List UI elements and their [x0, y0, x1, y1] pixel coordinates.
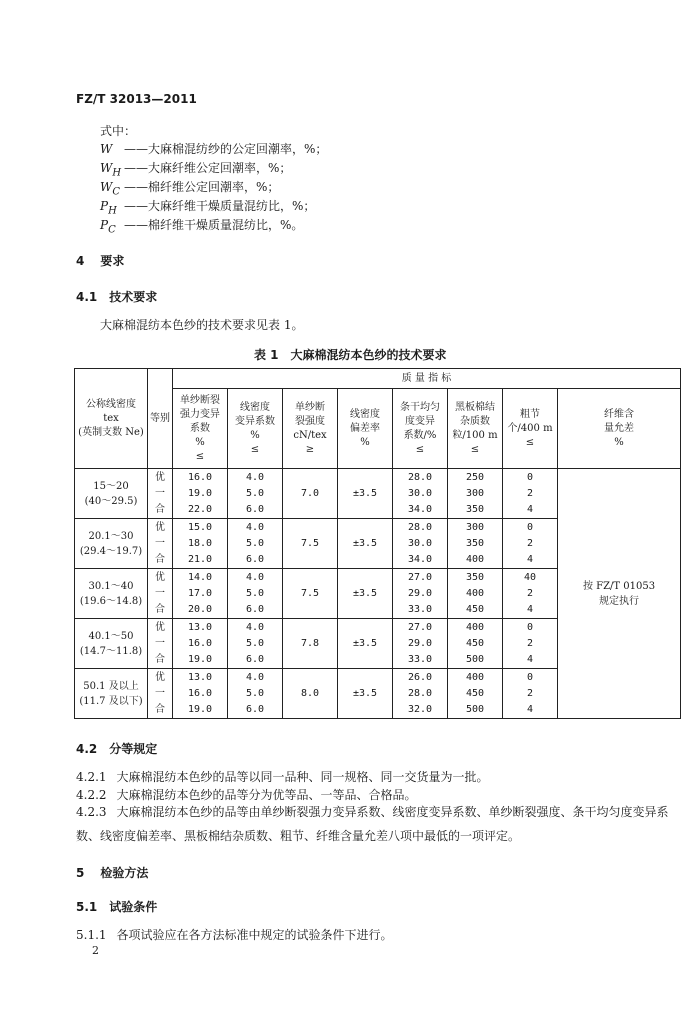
definition-w: W ——大麻棉混纺纱的公定回潮率，%； [100, 142, 328, 156]
fiber-tolerance-note: 按 FZ/T 01053 规定执行 [558, 469, 681, 719]
paragraph-4-2-2: 4.2.2 大麻棉混纺本色纱的品等分为优等品、一等品、合格品。 [76, 788, 417, 802]
header-cv-density: 线密度 变异系数 % ≤ [228, 389, 283, 469]
formula-definitions [100, 140, 327, 235]
table-row: 50.1 及以上 (11.7 及以下) 优 一 合 13.0 16.0 19.0 4.0 5.0 6.0 8.0 ±3.5 26.0 28.0 32.0 400 450 500 0 2 4 [75, 669, 681, 719]
definition-wc: $W_C$ ——棉纤维公定回潮率，%； [100, 180, 280, 198]
header-evenness: 条干均匀 度变异 系数/% ≤ [393, 389, 448, 469]
header-density: 公称线密度 tex (英制支数 Ne) [75, 369, 148, 469]
header-grade: 等别 [148, 369, 173, 469]
table-row: 30.1～40 (19.6～14.8) 优 一 合 14.0 17.0 20.0 4.0 5.0 6.0 7.5 ±3.5 27.0 29.0 33.0 350 400 450 40 2 4 [75, 569, 681, 619]
header-neps: 黑板棉结 杂质数 粒/100 m ≤ [448, 389, 503, 469]
table-row: 15～20 (40～29.5) 优 一 合 16.0 19.0 22.0 4.0 5.0 6.0 7.0 ±3.5 28.0 30.0 34.0 250 300 350 0 2 4 按 FZ/T 01053 规定执行 [75, 469, 681, 519]
formula-intro: 式中： [100, 124, 137, 138]
definition-wh: $W_H$ ——大麻纤维公定回潮率，%； [100, 161, 292, 179]
table-row: 40.1～50 (14.7～11.8) 优 一 合 13.0 16.0 19.0 4.0 5.0 6.0 7.8 ±3.5 27.0 29.0 33.0 400 450 500 0 2 4 [75, 619, 681, 669]
section-5-1-heading: 5.1 试验条件 [76, 900, 158, 914]
header-deviation: 线密度 偏差率 % [338, 389, 393, 469]
header-quality: 质 量 指 标 [173, 369, 681, 389]
section-5-heading: 5 检验方法 [76, 866, 149, 880]
table-row: 20.1～30 (29.4～19.7) 优 一 合 15.0 18.0 21.0 4.0 5.0 6.0 7.5 ±3.5 28.0 30.0 34.0 300 350 400 0 2 4 [75, 519, 681, 569]
section-4-heading: 4 要求 [76, 254, 125, 268]
header-cv-strength: 单纱断裂 强力变异 系数 % ≤ [173, 389, 228, 469]
page-number: 2 [92, 944, 99, 957]
technical-requirements-table [74, 368, 681, 719]
standard-code: FZ/T 32013—2011 [76, 92, 197, 106]
paragraph-4-2-3: 4.2.3 大麻棉混纺本色纱的品等由单纱断裂强力变异系数、线密度变异系数、单纱断裂强度、条干均匀度变异系数、线密度偏差率、黑板棉结杂质数、粗节、纤维含量允差八项中最低的一项评定。 [76, 805, 669, 843]
paragraph-5-1-1: 5.1.1 各项试验应在各方法标准中规定的试验条件下进行。 [76, 928, 393, 942]
section-4-1-heading: 4.1 技术要求 [76, 290, 158, 304]
section-4-2-heading: 4.2 分等规定 [76, 742, 158, 756]
header-tenacity: 单纱断 裂强度 cN/tex ≥ [283, 389, 338, 469]
header-fiber-tolerance: 纤维含 量允差 % [558, 389, 681, 469]
section-4-1-text: 大麻棉混纺本色纱的技术要求见表 1。 [100, 318, 304, 332]
table-caption: 表 1 大麻棉混纺本色纱的技术要求 [254, 348, 447, 362]
definition-pc: $P_C$ ——棉纤维干燥质量混纺比，%。 [100, 218, 304, 236]
paragraph-4-2-1: 4.2.1 大麻棉混纺本色纱的品等以同一品种、同一规格、同一交货量为一批。 [76, 770, 489, 784]
header-thick-places: 粗节 个/400 m ≤ [503, 389, 558, 469]
definition-ph: $P_H$ ——大麻纤维干燥质量混纺比，%； [100, 199, 316, 217]
